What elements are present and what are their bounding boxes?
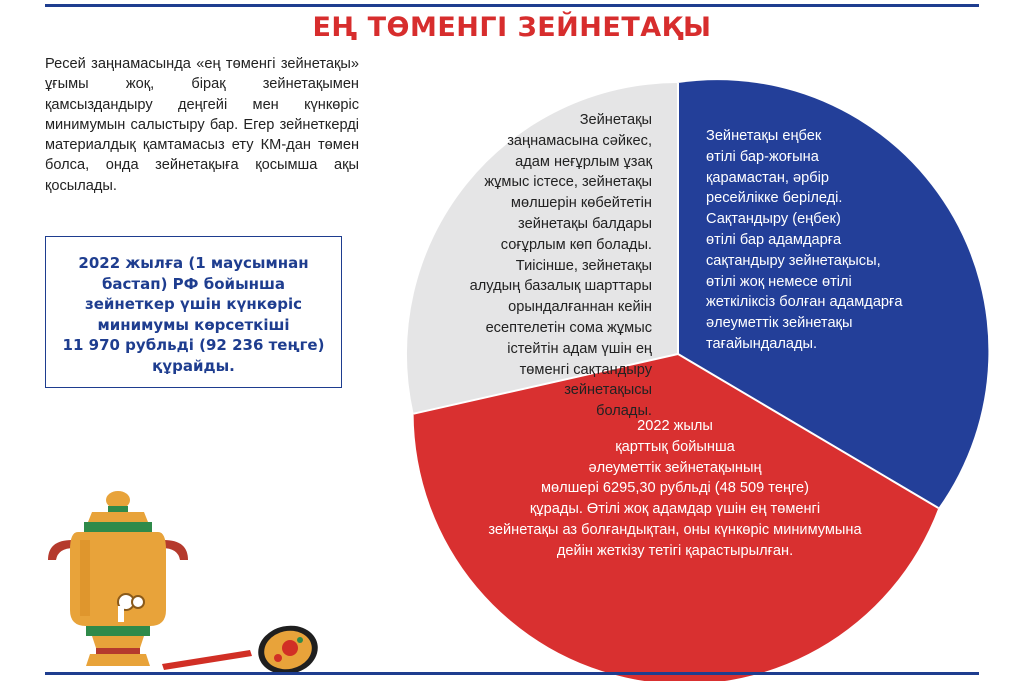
box-line: бастап) РФ бойынша: [101, 274, 286, 293]
gray-line: алудың базалық шарттары: [469, 278, 652, 295]
gray-line: заңнамасына сәйкес,: [507, 132, 652, 149]
blue-line: өтілі бар-жоғына: [706, 148, 819, 165]
blue-line: сақтандыру зейнетақысы,: [706, 252, 881, 269]
blue-line: Зейнетақы еңбек: [706, 128, 822, 144]
red-line: құрады. Өтілі жоқ адамдар үшін ең төменгі: [529, 501, 821, 518]
page-title: ЕҢ ТӨМЕНГІ ЗЕЙНЕТАҚЫ: [312, 12, 712, 43]
gray-line: соғұрлым көп болады.: [500, 236, 652, 253]
blue-segment-text: [706, 126, 946, 355]
gray-line: зейнетақы балдары: [518, 215, 652, 232]
gray-line: адам неғұрлым ұзақ: [515, 153, 652, 170]
blue-line: өтілі жоқ немесе өтілі: [706, 273, 852, 290]
gray-segment-text: [420, 110, 652, 422]
red-line: дейін жеткізу тетігі қарастырылған.: [556, 542, 794, 559]
blue-line: қарамастан, әрбір: [706, 169, 829, 186]
red-line: 2022 жылы: [637, 418, 713, 434]
blue-line: Сақтандыру (еңбек): [706, 211, 841, 228]
gray-line: орындалғаннан кейін: [508, 299, 652, 316]
gray-line: болады.: [596, 403, 652, 420]
gray-line: Зейнетақы: [579, 112, 652, 128]
box-line: құрайды.: [152, 356, 235, 375]
blue-line: жеткіліксіз болған адамдарға: [706, 294, 903, 311]
red-segment-text: [440, 416, 910, 562]
blue-line: тағайындалады.: [706, 335, 818, 352]
gray-line: Тиісінше, зейнетақы: [515, 257, 652, 274]
box-line: минимумы көрсеткіші: [97, 315, 290, 334]
box-line: зейнеткер үшін күнкөріс: [85, 295, 302, 313]
gray-line: есептелетін сома жұмыс: [485, 319, 652, 336]
red-line: мөлшері 6295,30 рубльді (48 509 теңге): [541, 480, 809, 497]
box-line: 2022 жылға (1 маусымнан: [78, 254, 309, 272]
gray-line: жұмыс істесе, зейнетақы: [484, 174, 652, 191]
gray-line: зейнетақысы: [564, 382, 652, 399]
bottom-rule: [45, 672, 979, 675]
blue-line: ресейлікке беріледі.: [706, 190, 843, 207]
red-line: әлеуметтік зейнетақының: [588, 459, 762, 476]
box-line: 11 970 рубльді (92 236 теңге): [62, 336, 325, 354]
gray-line: істейтін адам үшін ең: [507, 340, 652, 357]
red-line: қарттық бойынша: [615, 438, 735, 455]
gray-line: мөлшерін көбейтетін: [510, 195, 652, 212]
intro-paragraph: Ресей заңнамасында «ең төменгі зейнетақы» ұғымы жоқ, бірақ зейнетақымен қамсыздандыру деңгейі мен күнкөріс минимумын салыстыру бар. Егер зейнеткерді материалдық қамтамасыз ету КМ-дан төмен болса, онда зейнетақыға қосымша ақы қосылады.: [45, 56, 359, 194]
red-line: зейнетақы аз болғандықтан, оны күнкөріс минимумына: [488, 521, 862, 538]
blue-line: әлеуметтік зейнетақы: [706, 315, 853, 332]
gray-line: төменгі сақтандыру: [519, 361, 652, 378]
blue-line: өтілі бар адамдарға: [706, 231, 842, 248]
